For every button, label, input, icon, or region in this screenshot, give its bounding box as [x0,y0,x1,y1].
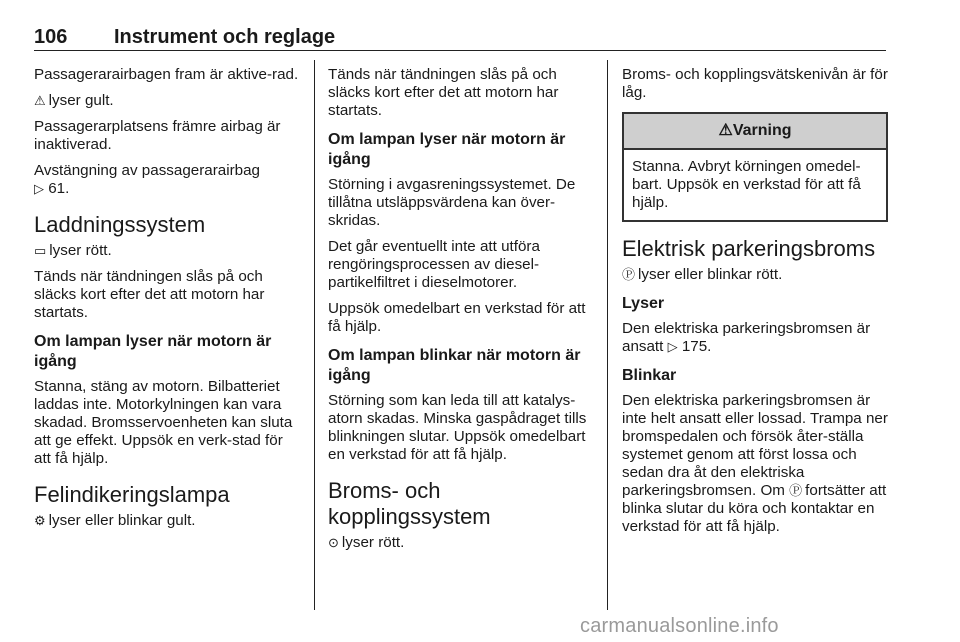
page-header [34,26,886,51]
section-heading: Elektrisk parkeringsbroms [622,236,876,261]
warning-header: ⚠Varning [624,114,886,150]
battery-icon: ▭ [34,243,47,258]
watermark: carmanualsonline.info [580,615,779,637]
paragraph: Störning som kan leda till att katalys-atorn skadas. Minska gaspådraget tills blinkningen slutar. Uppsök omedelbart en verkstad för att få hjälp. [328,392,587,463]
paragraph: Stanna, stäng av motorn. Bilbatteriet laddas inte. Motorkylningen kan vara skadad. Bromsservoenheten kan sluta att ge effekt. Uppsök en verk-stad för att få hjälp. [34,378,293,467]
column-right [622,66,888,544]
paragraph: Tänds när tändningen slås på och släcks kort efter det att motorn har startats. [34,268,265,321]
paragraph: ⚙ lyser eller blinkar gult. [34,512,196,529]
arrow-ref-icon: ▷ [667,339,678,354]
parking-brake-icon: Ⓟ [622,267,636,282]
section-heading: Broms- och kopplingssystem [328,478,491,529]
parking-brake-icon: Ⓟ [789,483,803,498]
paragraph: Broms- och kopplingsvätskenivån är för låg. [622,66,888,101]
paragraph: Ⓟ lyser eller blinkar rött. [622,266,783,283]
subsection-heading: Blinkar [622,367,677,384]
warning-box [622,112,888,222]
brake-warning-icon: ⊙ [328,535,339,550]
column-left [34,66,300,538]
paragraph: Det går eventuellt inte att utföra rengöringsprocessen av diesel-partikelfiltret i dieselmotorer. [328,238,540,291]
subsection-heading: Om lampan lyser när motorn är igång [34,333,272,370]
paragraph: Avstängning av passagerarairbag ▷ 61. [34,162,260,197]
paragraph: Passagerarairbagen fram är aktive-rad. [34,66,299,83]
subsection-heading: Lyser [622,295,665,312]
column-divider [314,60,315,610]
column-middle [328,66,592,560]
page-number: 106 [34,26,68,48]
paragraph: Tänds när tändningen slås på och släcks kort efter det att motorn har startats. [328,66,559,119]
paragraph: Den elektriska parkeringsbromsen är inte helt ansatt eller lossad. Trampa ner bromspedalen och försök åter-ställa systemet genom att först lossa och sedan dra åt den elektriska parkeringsbromsen. Om Ⓟ fortsätter att blinka slutar du köra och kontaktar en verkstad för att få hjälp. [622,392,888,535]
paragraph: Störning i avgasreningssystemet. De tillåtna utsläppsvärdena kan över-skridas. [328,176,576,229]
subsection-heading: Om lampan blinkar när motorn är igång [328,347,581,384]
warning-text: Stanna. Avbryt körningen omedel-bart. Uppsök en verkstad för att få hjälp. [632,158,861,211]
arrow-ref-icon: ▷ [34,181,44,196]
paragraph: ⊙ lyser rött. [328,534,405,551]
section-heading: Felindikeringslampa [34,482,230,507]
paragraph: ▭ lyser rött. [34,242,112,259]
airbag-off-icon: ⚠ [34,93,46,108]
paragraph: Uppsök omedelbart en verkstad för att få hjälp. [328,300,586,335]
column-divider [607,60,608,610]
paragraph: ⚠ lyser gult. [34,92,114,109]
warning-icon: ⚠ [718,122,733,139]
chapter-title: Instrument och reglage [114,26,336,48]
section-heading: Laddningssystem [34,212,206,237]
paragraph: Den elektriska parkeringsbromsen är ansatt ▷ 175. [622,320,871,355]
engine-icon: ⚙ [34,513,46,528]
paragraph: Passagerarplatsens främre airbag är inaktiverad. [34,118,281,153]
subsection-heading: Om lampan lyser när motorn är igång [328,131,566,168]
